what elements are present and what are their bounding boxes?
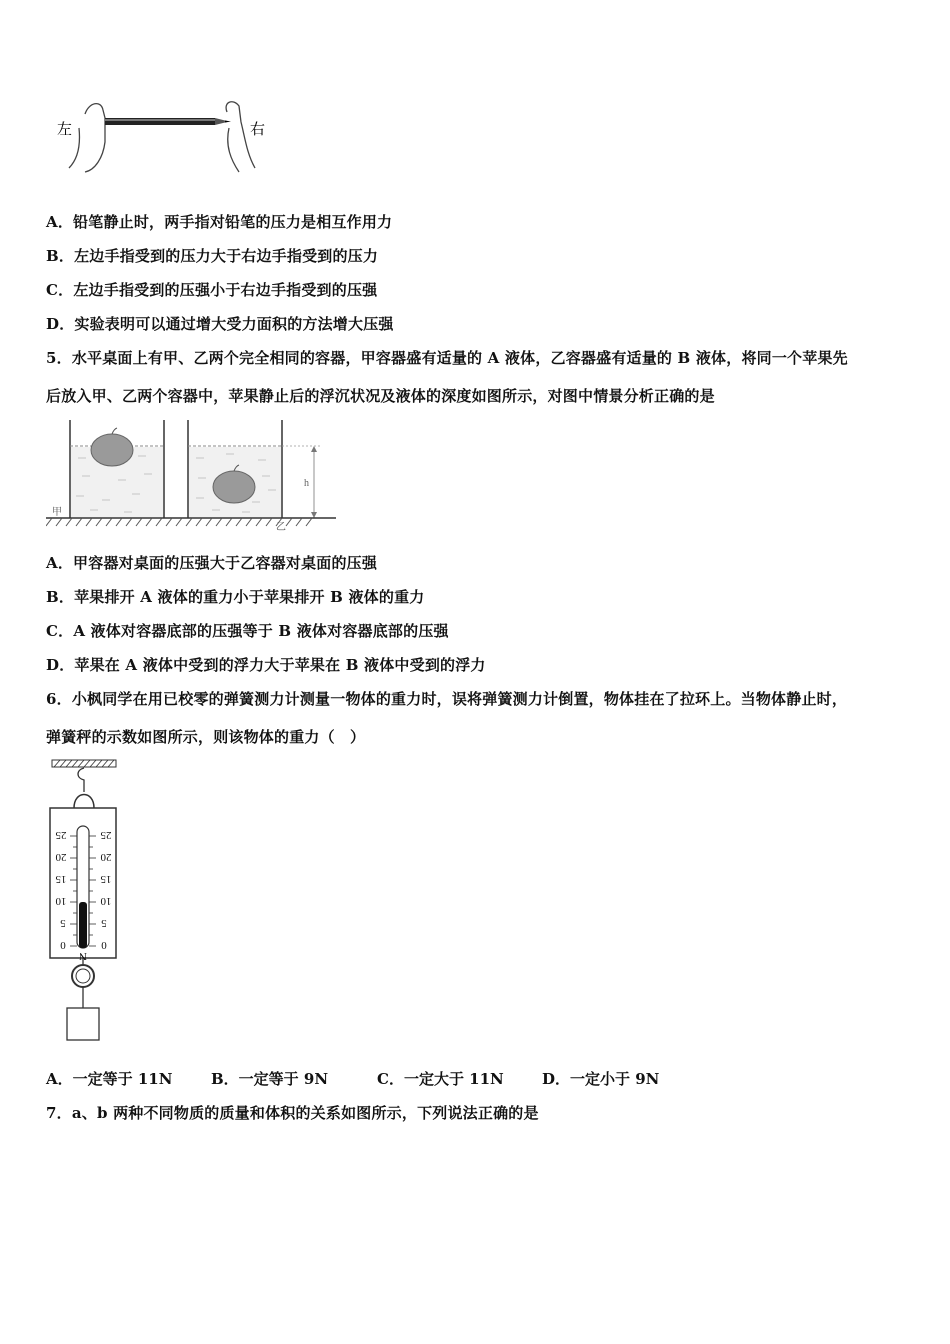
scale-label-left-15: 15 [55,873,67,885]
q5-option-a: A．甲容器对桌面的压强大于乙容器对桌面的压强 [46,554,378,572]
scale-label-right-5: 5 [101,917,107,929]
container-label-yi: 乙 [276,522,286,532]
q6-option-d: D．一定小于 9N [542,1070,660,1088]
scale-indicator-bar [79,902,87,948]
scale-label-left-20: 20 [55,851,67,863]
q6-option-a: A．一定等于 11N [46,1070,173,1088]
weight-block [67,1008,99,1040]
figure1-left-label: 左 [57,122,73,138]
q6-stem-line2: 弹簧秤的示数如图所示，则该物体的重力（ ） [46,728,366,746]
q7-stem: 7．a、b 两种不同物质的质量和体积的关系如图所示，下列说法正确的是 [46,1104,539,1122]
q5-option-c: C．A 液体对容器底部的压强等于 B 液体对容器底部的压强 [46,622,449,640]
scale-label-left-10: 10 [55,895,67,907]
q6-option-b: B．一定等于 9N [211,1070,329,1088]
scale-label-left-0: 0 [60,939,66,951]
containers-apples-figure [46,418,336,532]
scale-label-right-25: 25 [100,829,112,841]
q5-stem-line1: 5．水平桌面上有甲、乙两个完全相同的容器，甲容器盛有适量的 A 液体，乙容器盛有适量的 B 液体，将同一个苹果先 [46,349,848,367]
q4-option-c: C．左边手指受到的压强小于右边手指受到的压强 [46,281,378,299]
scale-label-left-5: 5 [60,917,66,929]
q6-stem-line1: 6．小枫同学在用已校零的弹簧测力计测量一物体的重力时，误将弹簧测力计倒置，物体挂在了拉环上。当物体静止时， [46,690,848,708]
scale-label-right-10: 10 [100,895,112,907]
depth-label-h: h [304,478,309,489]
container-yi [188,420,282,518]
q5-option-b: B．苹果排开 A 液体的重力小于苹果排开 B 液体的重力 [46,588,425,606]
scale-label-right-20: 20 [100,851,112,863]
pencil-fingers-figure [55,98,275,176]
scale-label-left-25: 25 [55,829,67,841]
q4-option-d: D．实验表明可以通过增大受力面积的方法增大压强 [46,315,394,333]
scale-label-right-0: 0 [101,939,107,951]
q6-option-c: C．一定大于 11N [377,1070,504,1088]
q4-option-b: B．左边手指受到的压力大于右边手指受到的压力 [46,247,379,265]
container-label-jia: 甲 [52,507,62,518]
q5-stem-line2: 后放入甲、乙两个容器中，苹果静止后的浮沉状况及液体的深度如图所示，对图中情景分析正确的是 [46,387,715,405]
figure1-right-label: 右 [250,122,266,138]
container-jia [70,420,164,518]
q5-option-d: D．苹果在 A 液体中受到的浮力大于苹果在 B 液体中受到的浮力 [46,656,486,674]
spring-scale-figure [46,758,126,1046]
scale-label-right-15: 15 [100,873,112,885]
scale-unit-label: N [79,950,87,962]
q4-option-a: A．铅笔静止时，两手指对铅笔的压力是相互作用力 [46,213,393,231]
